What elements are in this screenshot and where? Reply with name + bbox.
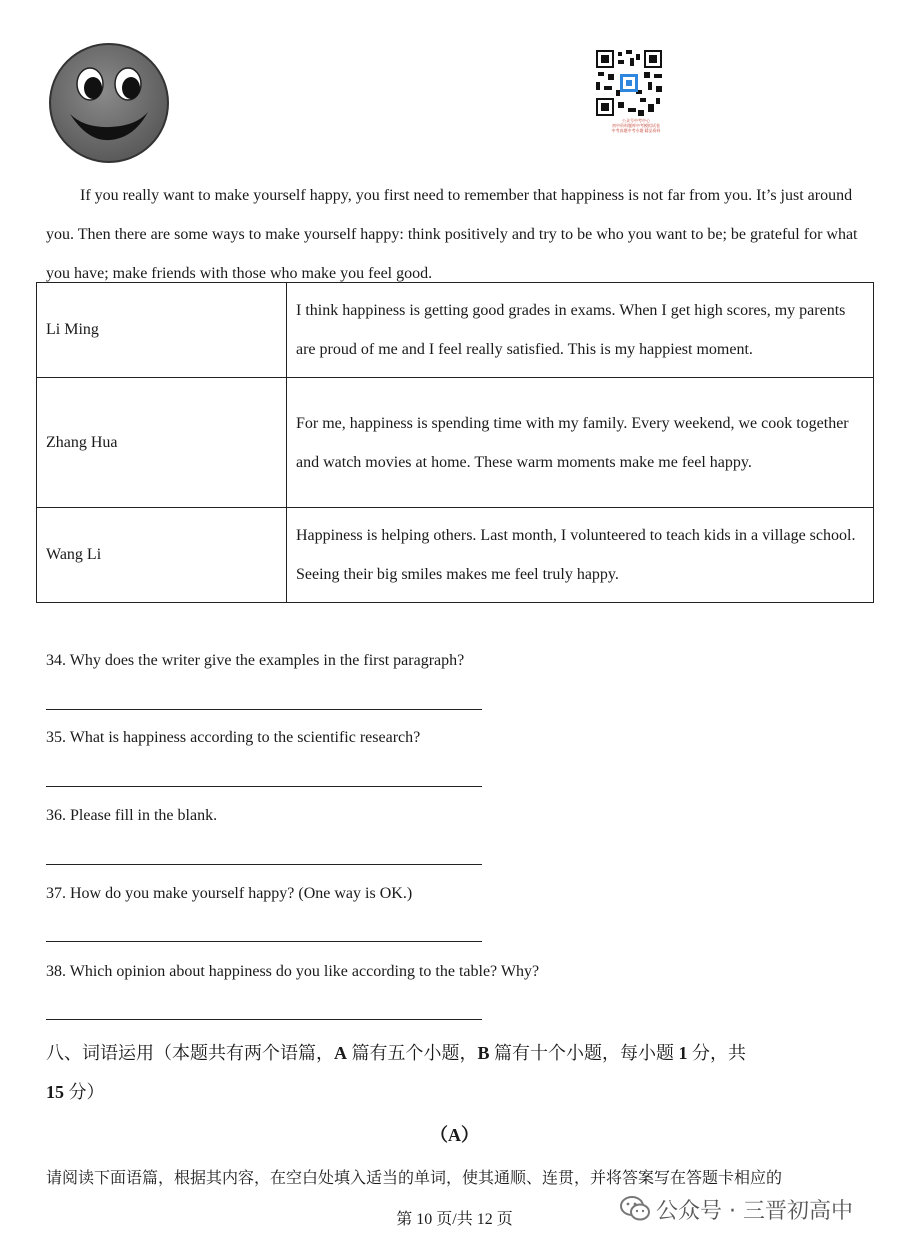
section-heading: 八、词语运用（本题共有两个语篇，A 篇有五个小题，B 篇有十个小题，每小题 1 分，共 15 分） <box>46 1043 747 1102</box>
table-row <box>37 508 874 603</box>
question-35: 35. What is happiness according to the scientific research? <box>46 729 421 746</box>
answer-line-37[interactable] <box>46 941 482 942</box>
answer-line-38[interactable] <box>46 1019 482 1020</box>
part-label: （A） <box>430 1125 479 1145</box>
qr-code-icon <box>596 50 662 116</box>
qr-caption: 公众号中考中心 初中资料题库中考模拟试卷 中考真题中考专题 精品资料 <box>611 118 661 133</box>
question-38: 38. Which opinion about happiness do you like according to the table? Why? <box>46 963 540 980</box>
question-36: 36. Please fill in the blank. <box>46 807 218 824</box>
table-row <box>37 378 874 508</box>
intro-paragraph: If you really want to make yourself happy, you first need to remember that happiness is not far from you. It’s just around you. Then there are some ways to make yourself happy: think positively and try to be who you want to be; be grateful for what you have; make friends with those who make you feel good. <box>46 187 858 282</box>
table-row <box>37 283 874 378</box>
answer-line-36[interactable] <box>46 864 482 865</box>
watermark: 公众号 · 三晋初高中 <box>614 1192 859 1226</box>
person-opinion: I think happiness is getting good grades in exams. When I get high scores, my parents are proud of me and I feel really satisfied. This is my happiest moment. <box>287 283 874 378</box>
person-name: Wang Li <box>37 508 287 603</box>
opinions-table <box>36 282 874 603</box>
person-name: Zhang Hua <box>37 378 287 508</box>
person-opinion: Happiness is helping others. Last month, I volunteered to teach kids in a village school. Seeing their big smiles makes me feel truly happy. <box>287 508 874 603</box>
smiley-face-icon <box>48 42 170 164</box>
person-opinion: For me, happiness is spending time with my family. Every weekend, we cook together and watch movies at home. These warm moments make me feel happy. <box>287 378 874 508</box>
question-37: 37. How do you make yourself happy? (One way is OK.) <box>46 885 413 902</box>
page-number: 第 10 页/共 12 页 <box>396 1211 513 1228</box>
wechat-icon <box>620 1196 650 1222</box>
answer-line-35[interactable] <box>46 786 482 787</box>
instructions: 请阅读下面语篇，根据其内容，在空白处填入适当的单词，使其通顺、连贯，并将答案写在答题卡相应的 <box>46 1170 783 1187</box>
question-34: 34. Why does the writer give the examples in the first paragraph? <box>46 652 465 669</box>
person-name: Li Ming <box>37 283 287 378</box>
answer-line-34[interactable] <box>46 709 482 710</box>
